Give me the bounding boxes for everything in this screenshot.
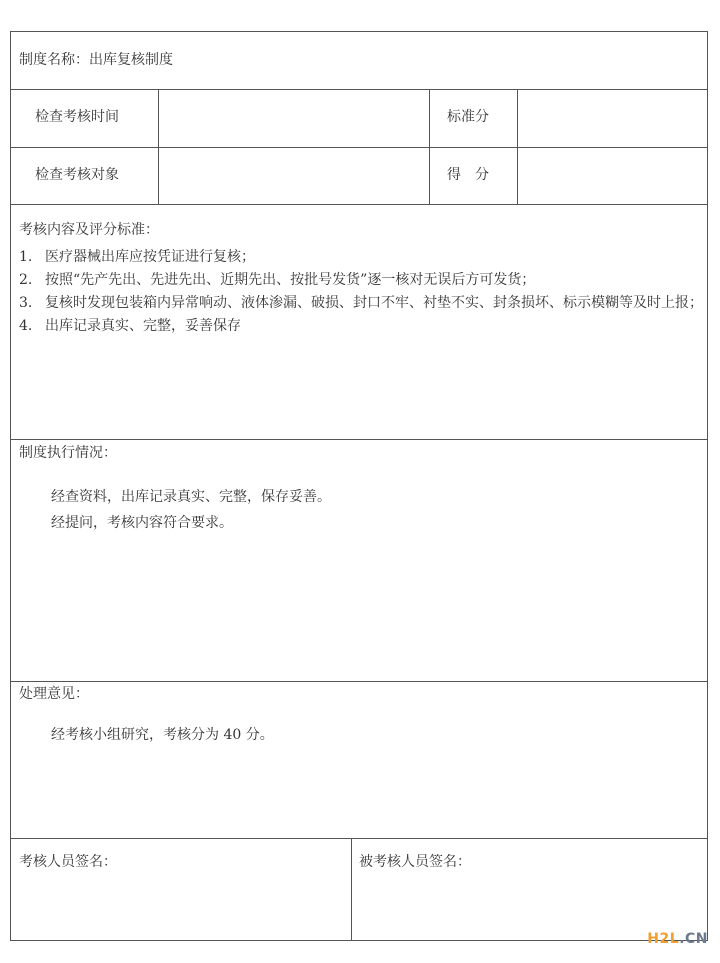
criteria-item bbox=[19, 292, 703, 315]
standard-score-label: 标准分 bbox=[447, 109, 489, 125]
row-divider bbox=[11, 439, 707, 440]
item-text: 医疗器械出库应按凭证进行复核； bbox=[45, 249, 255, 265]
item-number: 2. bbox=[19, 272, 33, 288]
criteria-item bbox=[19, 315, 703, 338]
watermark-part: .CN bbox=[679, 931, 708, 947]
column-divider bbox=[429, 89, 430, 204]
item-text: 出库记录真实、完整，妥善保存 bbox=[45, 318, 241, 334]
item-text: 按照“先产先出、先进先出、近期先出、按批号发货”逐一核对无误后方可发货； bbox=[45, 272, 536, 288]
check-target-label: 检查考核对象 bbox=[35, 167, 119, 183]
execution-line: 经查资料，出库记录真实、完整，保存妥善。 bbox=[51, 489, 331, 505]
examiner-signature-label: 考核人员签名： bbox=[19, 854, 117, 870]
row-divider bbox=[11, 681, 707, 682]
row-divider bbox=[11, 147, 707, 148]
watermark-part: H2L bbox=[647, 931, 680, 947]
check-time-label: 检查考核时间 bbox=[35, 109, 119, 125]
row-divider bbox=[11, 204, 707, 205]
examinee-signature-label: 被考核人员签名： bbox=[359, 854, 471, 870]
score-label: 得 分 bbox=[447, 167, 489, 183]
watermark-logo bbox=[647, 931, 708, 947]
item-number: 4. bbox=[19, 318, 33, 334]
column-divider bbox=[158, 89, 159, 204]
row-divider bbox=[11, 838, 707, 839]
execution-text bbox=[51, 484, 331, 536]
opinion-text: 经考核小组研究，考核分为 40 分。 bbox=[51, 727, 274, 743]
criteria-item bbox=[19, 246, 703, 269]
item-number: 3. bbox=[19, 295, 33, 311]
criteria-heading: 考核内容及评分标准： bbox=[19, 222, 159, 238]
criteria-list bbox=[19, 246, 703, 338]
column-divider bbox=[351, 838, 352, 941]
regulation-title: 制度名称：出库复核制度 bbox=[19, 52, 173, 68]
item-text: 复核时发现包装箱内异常响动、液体渗漏、破损、封口不牢、衬垫不实、封条损坏、标示模糊等及时上报； bbox=[45, 295, 703, 311]
assessment-form bbox=[10, 31, 708, 941]
column-divider bbox=[517, 89, 518, 204]
execution-line: 经提问，考核内容符合要求。 bbox=[51, 515, 233, 531]
row-divider bbox=[11, 89, 707, 90]
criteria-item bbox=[19, 269, 703, 292]
execution-heading: 制度执行情况： bbox=[19, 445, 117, 461]
item-number: 1. bbox=[19, 249, 33, 265]
opinion-heading: 处理意见： bbox=[19, 686, 89, 702]
